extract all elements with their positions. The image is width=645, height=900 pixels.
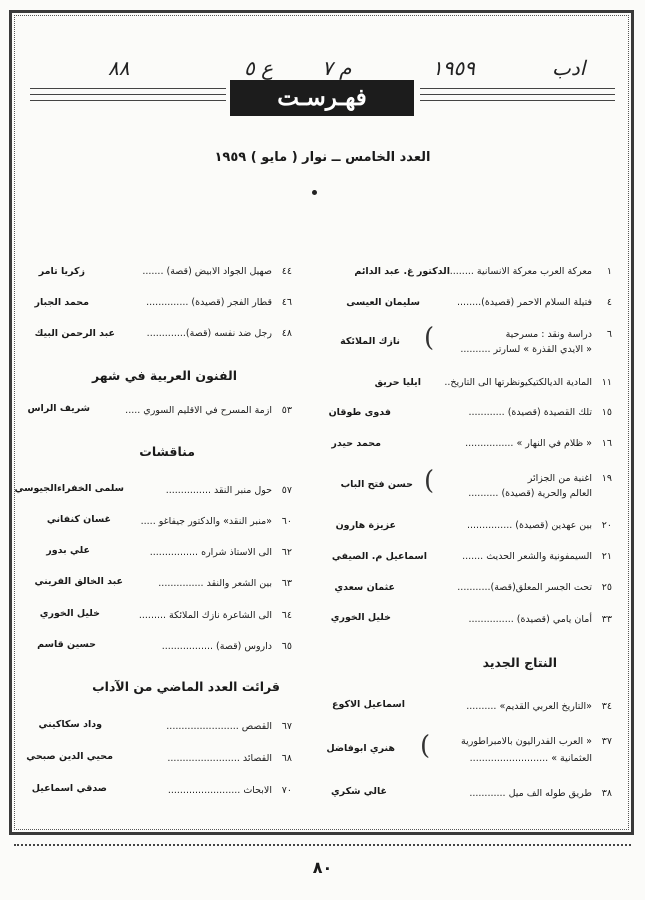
toc-entry: ٦٣ بين الشعر والنقد ...............: [158, 578, 292, 589]
toc-entry-continued: العالم والحرية (قصيدة) ..........: [468, 488, 592, 499]
handwritten-year: ١٩٥٩: [432, 56, 475, 80]
toc-entry: ١٦ « ظلام في النهار » ................: [465, 438, 612, 449]
toc-author: الدكتور غ. عبد الدائم: [354, 266, 450, 277]
toc-entry: ٥٣ ازمة المسرح في الاقليم السوري .....: [125, 405, 292, 416]
issue-line: العدد الخامس ــ نوار ( مايو ) ١٩٥٩: [214, 150, 431, 165]
toc-author: اسماعيل الاكوع: [332, 699, 405, 710]
toc-entry: ٦ دراسة ونقد : مسرحية: [505, 329, 612, 340]
toc-author: وداد سكاكيني: [38, 719, 102, 730]
toc-entry: ٤ فتيلة السلام الاحمر (قصيدة)........: [457, 297, 612, 308]
toc-author: صدقي اسماعيل: [31, 783, 107, 794]
toc-author: عزيزة هارون: [335, 520, 396, 531]
toc-entry: ٣٣ أمان يامي (قصيدة) ...............: [468, 614, 612, 625]
toc-entry: ٥٧ حول منبر النقد ...............: [165, 485, 292, 496]
toc-author: عبد الرحمن البيك: [34, 328, 115, 339]
brace-mark: (: [424, 323, 435, 353]
toc-entry: ١٩ اغنية من الجزائر: [527, 473, 612, 484]
page-number: ٨٠: [312, 858, 333, 877]
handwritten-issue-number: ع ٥: [244, 56, 274, 80]
toc-author: عبد الخالق الفريني: [34, 576, 123, 587]
toc-entry: ٧٠ الابحاث ........................: [167, 785, 292, 796]
toc-entry-continued: « الايدي القذرة » لسارتر ..........: [460, 344, 592, 355]
handwritten-volume: م ٧: [322, 56, 352, 80]
separator-dot: [312, 190, 317, 195]
toc-author: خليل الخوري: [39, 608, 100, 619]
toc-entry: ٣٨ طريق طوله الف ميل ............: [469, 788, 612, 799]
toc-entry: ٢١ السيمفونية والشعر الحديث .......: [462, 551, 612, 562]
toc-entry: ٢٠ بين عهدين (قصيدة) ...............: [466, 520, 612, 531]
toc-entry: ٤٤ صهيل الجواد الابيض (قصة) .......: [142, 266, 292, 277]
toc-author: خليل الخوري: [330, 612, 391, 623]
toc-author: فدوى طوقان: [328, 407, 391, 418]
toc-author: غسان كنفاني: [46, 514, 111, 525]
toc-entry: ٦٧ القصص ........................: [166, 721, 292, 732]
footer-rule: [14, 844, 631, 846]
toc-author: سلمى الخفراءالجيوسي: [14, 483, 124, 494]
toc-author: سليمان العيسى: [346, 297, 420, 308]
toc-author: شريف الراس: [27, 403, 90, 414]
page-title: فهـرسـت: [230, 80, 414, 116]
toc-author: محيي الدين صبحي: [26, 751, 113, 762]
toc-author: هنري ابوفاضل: [326, 743, 395, 754]
toc-author: اسماعيل م. الصيفي: [331, 551, 427, 562]
toc-entry: ١٥ تلك القصيدة (قصيدة) ............: [468, 407, 612, 418]
toc-entry: ٣٧ « العرب الفدراليون بالامبراطورية: [461, 736, 612, 747]
toc-entry: ٦٨ القصائد ........................: [167, 753, 292, 764]
toc-entry: ٦٤ الى الشاعرة نازك الملائكة .........: [138, 610, 292, 621]
toc-author: حسين قاسم: [37, 639, 96, 650]
toc-entry: ٦٠ «منبر النقد» والدكتور جيفاغو .....: [140, 516, 292, 527]
brace-mark: (: [424, 466, 435, 496]
toc-entry: ٣٤ «التاريخ العربي القديم» ..........: [466, 701, 612, 712]
toc-entry: ٢٥ تحت الجسر المعلق(قصة)...........: [457, 582, 612, 593]
handwritten-code: ادب: [552, 56, 586, 80]
toc-entry: ٤٨ رجل ضد نفسه (قصة).............: [146, 328, 292, 339]
section-heading-readers: قرائت العدد الماضي من الآداب: [92, 679, 280, 694]
handwritten-note-left: ٨٨: [108, 56, 130, 80]
toc-entry: ٦٥ داروس (قصة) .................: [161, 641, 292, 652]
toc-entry: ٤٦ قطار الفجر (قصيدة) ..............: [146, 297, 292, 308]
toc-entry: ١ معركة العرب معركة الانسانية ........: [449, 266, 612, 277]
brace-mark: (: [420, 731, 431, 761]
toc-author: عثمان سعدي: [334, 582, 395, 593]
toc-author: زكريا تامر: [38, 266, 85, 277]
section-heading-new-books: النتاج الجديد: [482, 655, 557, 670]
toc-author: محمد حيدر: [331, 438, 381, 449]
title-rules-left: [30, 88, 226, 114]
toc-entry: ٦٢ الى الاستاذ شراره ................: [149, 547, 292, 558]
toc-author: حسن فتح الباب: [340, 479, 413, 490]
toc-author: محمد الجبار: [34, 297, 89, 308]
toc-author: ايليا حريق: [374, 377, 421, 388]
section-heading-arab-arts: الفنون العربية في شهر: [92, 368, 237, 383]
toc-author: غالي شكري: [330, 786, 387, 797]
section-heading-debates: مناقشات: [139, 444, 195, 459]
toc-author: علي بدور: [46, 545, 90, 556]
title-rules-right: [420, 88, 615, 114]
toc-author: نازك الملائكة: [340, 336, 400, 347]
toc-entry-continued: العثمانية » ..........................: [469, 753, 592, 764]
toc-entry: ١١ المادية الديالكتيكيونظرتها الى التاريخ..: [444, 377, 612, 388]
